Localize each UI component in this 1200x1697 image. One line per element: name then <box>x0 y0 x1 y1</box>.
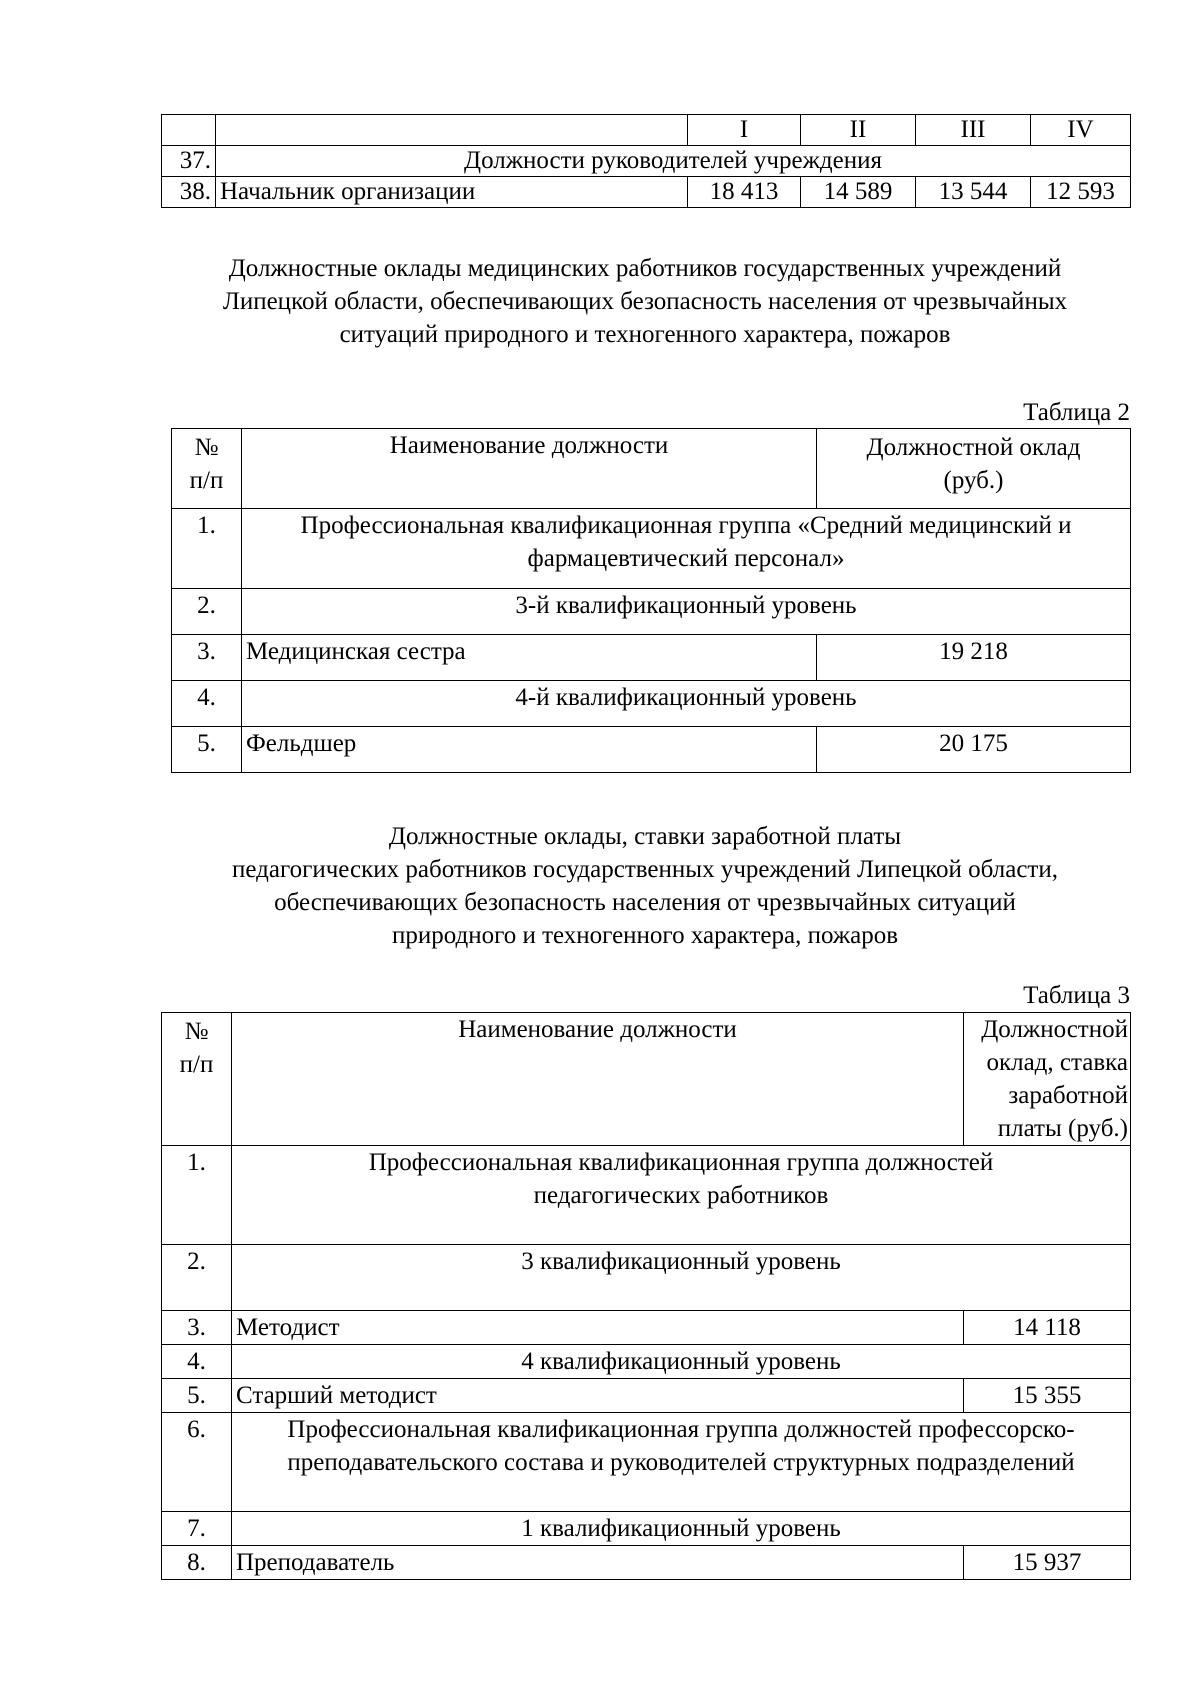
title-line: обеспечивающих безопасность населения от чрезвычайных ситуаций <box>274 889 1016 916</box>
row-number: 6. <box>162 1413 232 1512</box>
table-row <box>162 177 1131 208</box>
header-cell-group-1: I <box>688 115 801 146</box>
table-continuation <box>161 114 1131 208</box>
table-row <box>162 1413 1131 1512</box>
header-salary: Должностной оклад, ставка заработной платы (руб.) <box>964 1013 1131 1146</box>
salary-group-1: 18 413 <box>688 177 801 208</box>
table-label-3: Таблица 3 <box>1023 982 1130 1009</box>
table-row <box>162 1311 1131 1345</box>
salary-group-2: 14 589 <box>801 177 916 208</box>
salary-value: 15 355 <box>964 1379 1131 1413</box>
title-line: Липецкой области, обеспечивающих безопасность населения от чрезвычайных <box>222 288 1068 315</box>
table-pedagogical-salaries <box>161 1012 1131 1580</box>
title-line: ситуаций природного и техногенного характера, пожаров <box>339 321 951 348</box>
header-num: № п/п <box>162 1013 232 1146</box>
header-name: Наименование должности <box>242 429 817 509</box>
table-row <box>172 589 1131 635</box>
row-number: 37. <box>162 146 216 177</box>
row-number: 4. <box>162 1345 232 1379</box>
row-number: 1. <box>172 509 242 589</box>
position-name: Начальник организации <box>216 177 688 208</box>
table-row <box>162 1379 1131 1413</box>
table-row <box>172 727 1131 773</box>
header-cell-group-3: III <box>916 115 1031 146</box>
row-number: 2. <box>162 1245 232 1311</box>
title-line: природного и техногенного характера, пожаров <box>391 922 899 949</box>
row-number: 7. <box>162 1512 232 1546</box>
row-number: 2. <box>172 589 242 635</box>
table-row <box>162 1546 1131 1580</box>
position-name: Методист <box>232 1311 964 1345</box>
position-name: Фельдшер <box>242 727 817 773</box>
position-name: Медицинская сестра <box>242 635 817 681</box>
position-name: Старший методист <box>232 1379 964 1413</box>
table-header-row <box>162 1013 1131 1146</box>
table-row <box>172 635 1131 681</box>
table-header-row <box>162 115 1131 146</box>
table-row <box>172 681 1131 727</box>
salary-value: 19 218 <box>817 635 1131 681</box>
header-cell-group-2: II <box>801 115 916 146</box>
row-number: 5. <box>172 727 242 773</box>
row-number: 38. <box>162 177 216 208</box>
header-name: Наименование должности <box>232 1013 964 1146</box>
row-number: 3. <box>172 635 242 681</box>
section-heading: Профессиональная квалификационная группа должностей педагогических работников <box>232 1146 1131 1245</box>
header-cell-name <box>216 115 688 146</box>
header-salary: Должностной оклад (руб.) <box>817 429 1131 509</box>
section-title-pedagogical <box>150 820 1140 952</box>
position-name: Преподаватель <box>232 1546 964 1580</box>
table-row <box>162 1512 1131 1546</box>
header-cell-group-4: IV <box>1031 115 1131 146</box>
row-number: 1. <box>162 1146 232 1245</box>
row-number: 8. <box>162 1546 232 1580</box>
table-row <box>162 1146 1131 1245</box>
salary-group-3: 13 544 <box>916 177 1031 208</box>
section-heading: 4 квалификационный уровень <box>232 1345 1131 1379</box>
table-label-2: Таблица 2 <box>1023 399 1130 426</box>
header-num: № п/п <box>172 429 242 509</box>
salary-group-4: 12 593 <box>1031 177 1131 208</box>
section-title-medical <box>150 252 1140 351</box>
table-row <box>162 1245 1131 1311</box>
header-cell-num <box>162 115 216 146</box>
section-heading: 3 квалификационный уровень <box>232 1245 1131 1311</box>
table-header-row <box>172 429 1131 509</box>
salary-value: 20 175 <box>817 727 1131 773</box>
salary-value: 14 118 <box>964 1311 1131 1345</box>
row-number: 4. <box>172 681 242 727</box>
section-heading: Профессиональная квалификационная группа должностей профессорско-преподавательского состава и руководителей структурных подразделений <box>232 1413 1131 1512</box>
title-line: педагогических работников государственных учреждений Липецкой области, <box>232 856 1058 883</box>
row-number: 5. <box>162 1379 232 1413</box>
section-heading: 3-й квалификационный уровень <box>242 589 1131 635</box>
table-medical-salaries <box>171 428 1131 773</box>
table-row <box>172 509 1131 589</box>
title-line: Должностные оклады, ставки заработной платы <box>388 823 902 850</box>
title-line: Должностные оклады медицинских работников государственных учреждений <box>228 255 1062 282</box>
table-row <box>162 1345 1131 1379</box>
salary-value: 15 937 <box>964 1546 1131 1580</box>
table-row <box>162 146 1131 177</box>
section-heading: 4-й квалификационный уровень <box>242 681 1131 727</box>
section-heading: Профессиональная квалификационная группа «Средний медицинский и фармацевтический персонал» <box>242 509 1131 589</box>
section-heading: 1 квалификационный уровень <box>232 1512 1131 1546</box>
section-heading: Должности руководителей учреждения <box>216 146 1131 177</box>
row-number: 3. <box>162 1311 232 1345</box>
